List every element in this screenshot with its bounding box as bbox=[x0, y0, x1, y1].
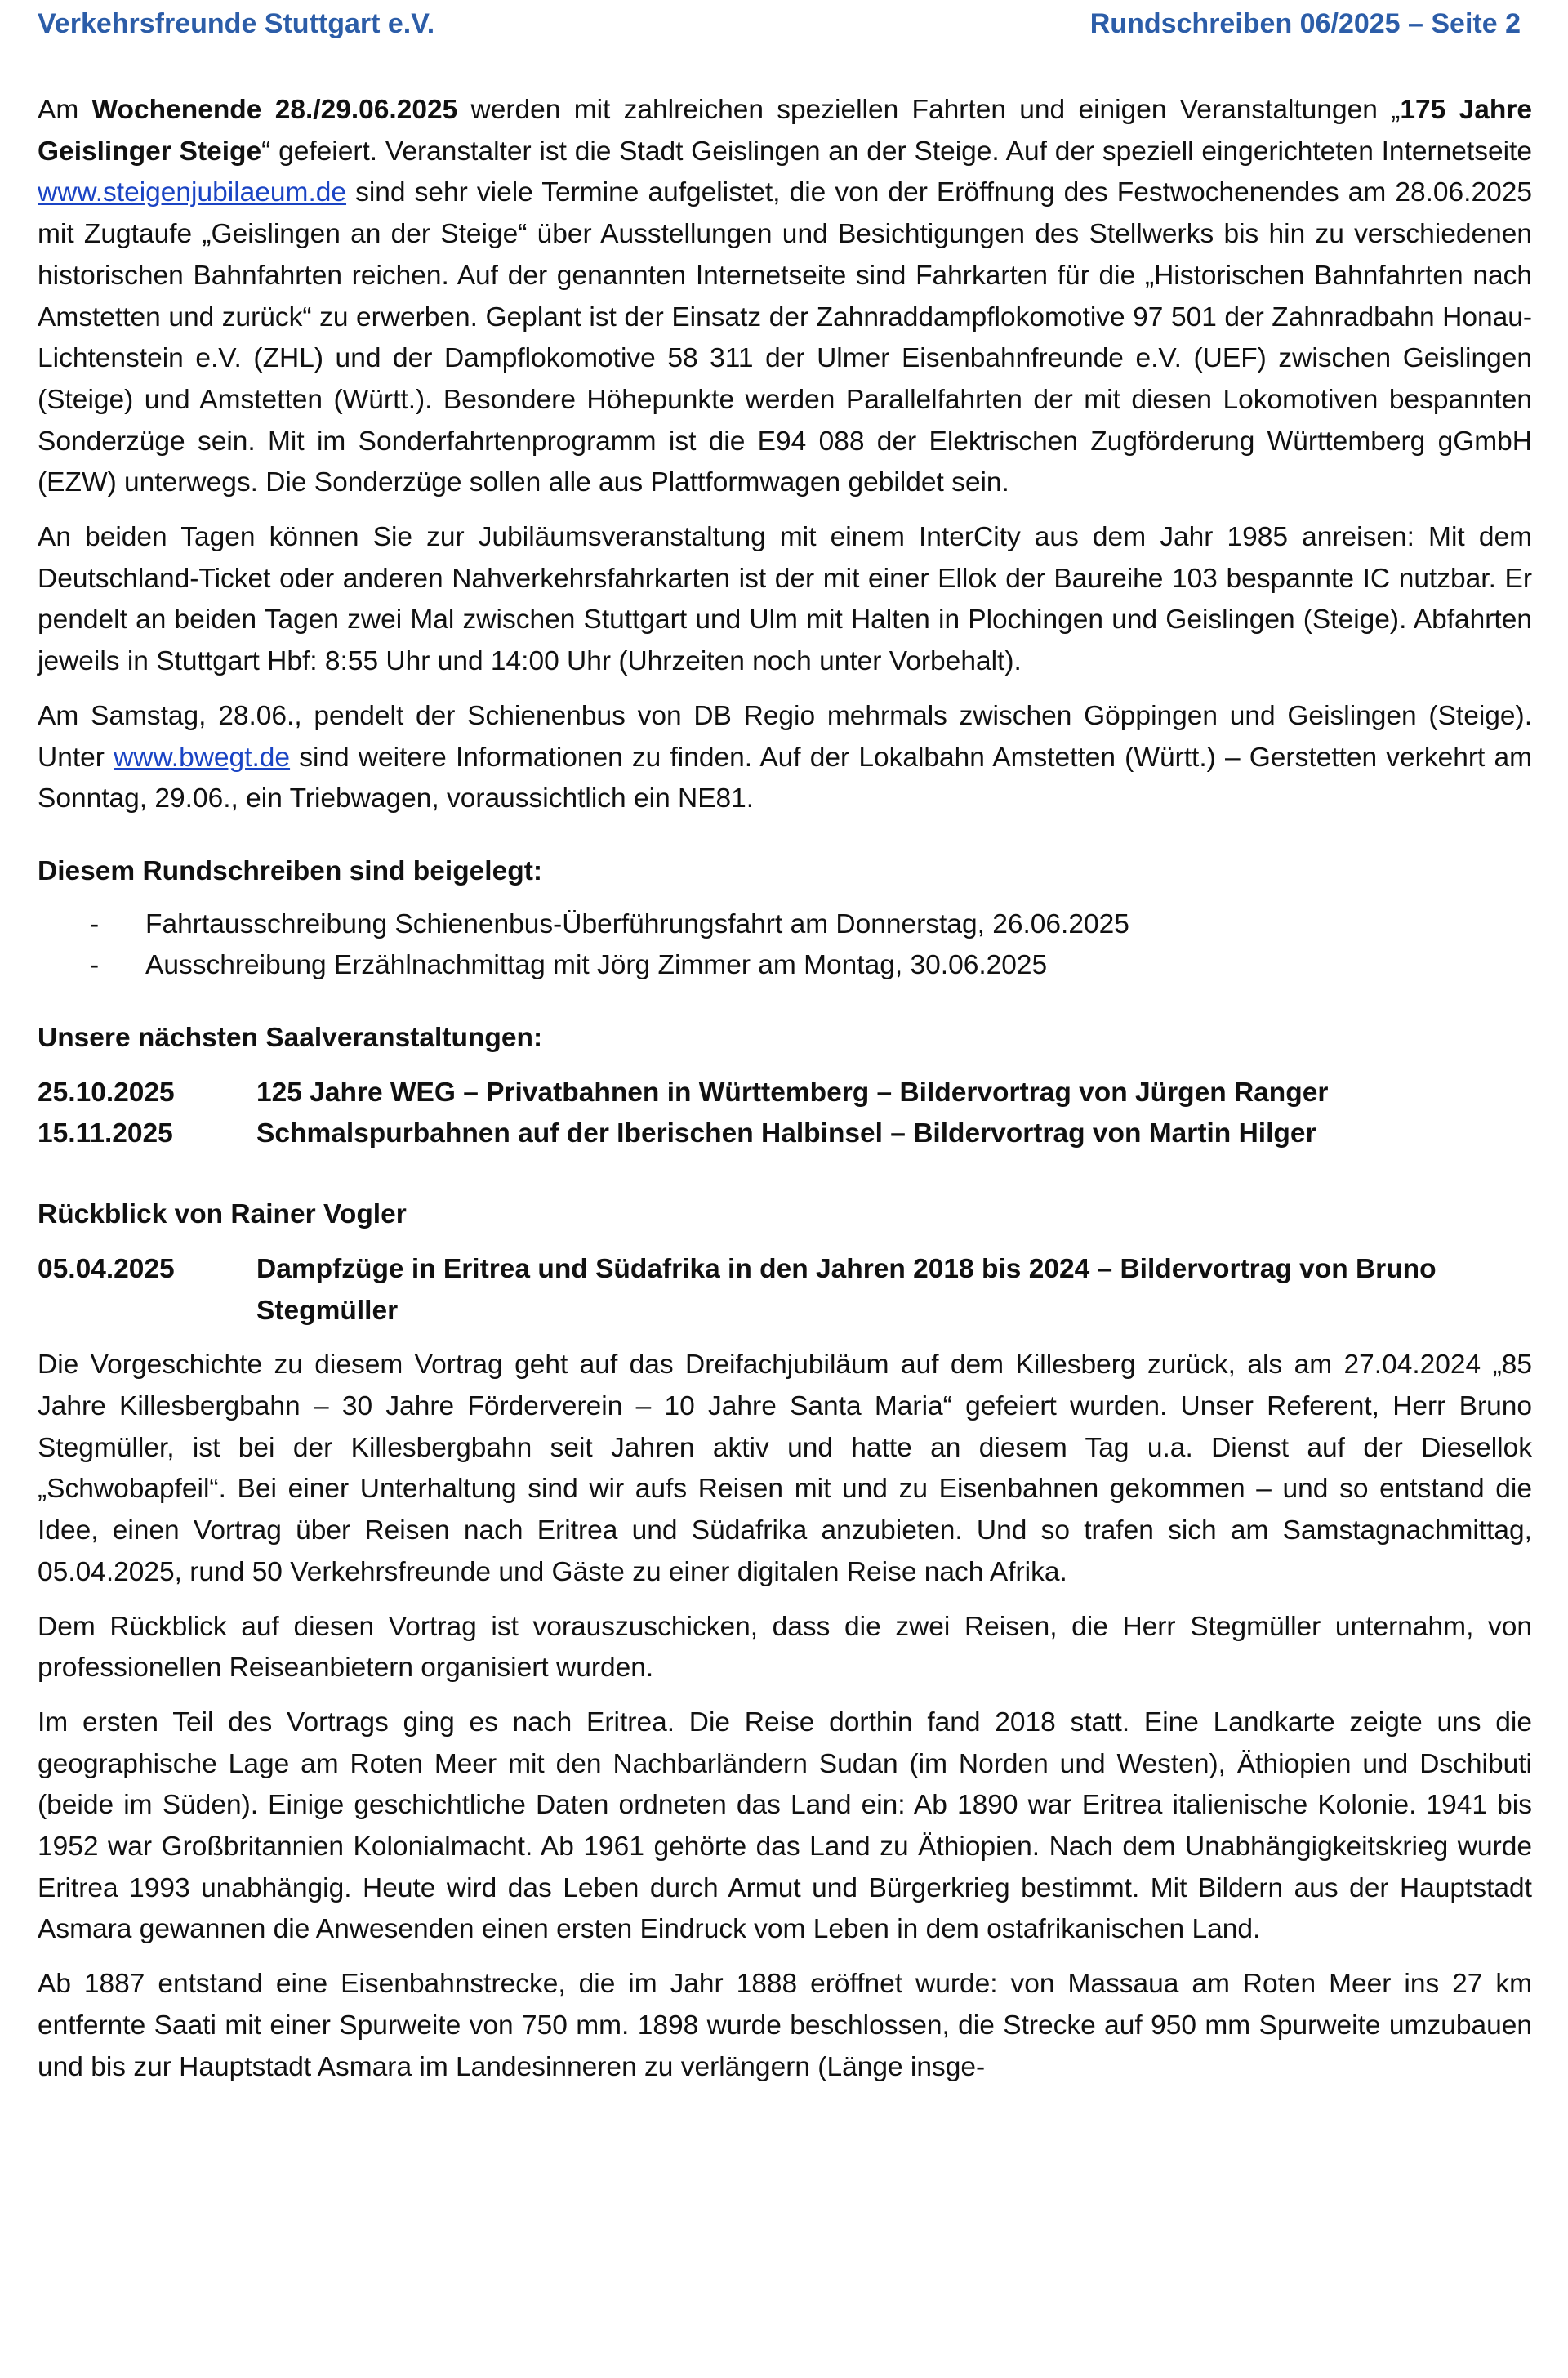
review-paragraph: Dem Rückblick auf diesen Vortrag ist vorauszuschicken, dass die zwei Reisen, die Herr Stegmüller unternahm, von professionellen Reiseanbietern organisiert wurden. bbox=[38, 1611, 1532, 1684]
bold-event-name: 175 Jahre Geislinger Steige bbox=[38, 95, 1532, 167]
paragraph-intercity: An beiden Tagen können Sie zur Jubiläumsveranstaltung mit einem InterCity aus dem Jahr 1985 anreisen: Mit dem Deutschland-Ticket oder anderen Nahverkehrsfahrkarten ist der mit einer Ellok der Baureihe 103 bespannte IC nutzbar. Er pendelt an beiden Tagen zwei Mal zwischen Stuttgart und Ulm mit Halten in Plochingen und Geislingen (Steige). Abfahrten jeweils in Stuttgart Hbf: 8:55 Uhr und 14:00 Uhr (Uhrzeiten noch unter Vorbehalt). bbox=[38, 522, 1532, 677]
review-paragraph: Die Vorgeschichte zu diesem Vortrag geht auf das Dreifachjubiläum auf dem Killesberg zurück, als am 27.04.2024 „85 Jahre Killesbergbahn – 30 Jahre Förderverein – 10 Jahre Santa Maria“ gefeiert wurden. Unser Referent, Herr Bruno Stegmüller, ist bei der Killesbergbahn seit Jahren aktiv und hatte an diesem Tag u.a. Dienst auf der Diesellok „Schwobapfeil“. Bei einer Unterhaltung sind wir aufs Reisen mit und zu Eisenbahnen gekommen – und so entstand die Idee, einen Vortrag über Reisen nach Eritrea und Südafrika anzubieten. Und so trafen sich am Samstagnachmittag, 05.04.2025, rund 50 Verkehrsfreunde und Gäste zu einer digitalen Reise nach Afrika. bbox=[38, 1350, 1532, 1587]
text-span: Am Samstag, 28.06., pendelt der Schienenbus von DB Regio mehrmals zwischen Göppingen und Geislingen (Steige). Unter bbox=[38, 700, 1532, 773]
event-row bbox=[38, 1073, 1532, 1114]
event-date: 25.10.2025 bbox=[38, 1077, 175, 1108]
list-dash: - bbox=[90, 908, 100, 939]
event-date: 15.11.2025 bbox=[38, 1118, 173, 1149]
event-title: Schmalspurbahnen auf der Iberischen Halbinsel – Bildervortrag von Martin Hilger bbox=[256, 1118, 1316, 1149]
list-item bbox=[38, 945, 1532, 987]
review-event-row bbox=[38, 1249, 1532, 1332]
document-body bbox=[38, 51, 1532, 2088]
event-row bbox=[38, 1113, 1532, 1155]
link-bwegt[interactable]: www.bwegt.de bbox=[114, 742, 291, 773]
review-heading: Rückblick von Rainer Vogler bbox=[38, 1199, 407, 1230]
enclosures-list bbox=[38, 904, 1532, 987]
events-list bbox=[38, 1073, 1532, 1155]
review-title: Dampfzüge in Eritrea und Südafrika in den Jahren 2018 bis 2024 – Bildervortrag von Bruno Stegmüller bbox=[256, 1253, 1437, 1326]
issue-page-label: Rundschreiben 06/2025 – Seite 2 bbox=[1089, 8, 1521, 39]
page-header bbox=[38, 0, 1532, 51]
review-paragraph: Im ersten Teil des Vortrags ging es nach Eritrea. Die Reise dorthin fand 2018 statt. Eine Landkarte zeigte uns die geographische Lage am Roten Meer mit den Nachbarländern Sudan (im Norden und Westen), Äthiopien und Dschibuti (beide im Süden). Einige geschichtliche Daten ordneten das Land ein: Ab 1890 war Eritrea italienische Kolonie. 1941 bis 1952 war Großbritannien Kolonialmacht. Ab 1961 gehörte das Land zu Äthiopien. Nach dem Unabhängigkeitskrieg wurde Eritrea 1993 unabhängig. Heute wird das Leben durch Armut und Bürgerkrieg bestimmt. Mit Bildern aus der Hauptstadt Asmara gewannen die Anwesenden einen ersten Eindruck vom Leben in dem ostafrikanischen Land. bbox=[38, 1707, 1532, 1945]
paragraph-anniversary bbox=[38, 90, 1532, 504]
event-title: 125 Jahre WEG – Privatbahnen in Württemberg – Bildervortrag von Jürgen Ranger bbox=[256, 1077, 1329, 1108]
review-date: 05.04.2025 bbox=[38, 1253, 175, 1284]
text-span: werden mit zahlreichen speziellen Fahrten und einigen Veranstaltungen „ bbox=[457, 95, 1401, 125]
list-item bbox=[38, 904, 1532, 946]
paragraph-railbus bbox=[38, 696, 1532, 820]
text-span: sind weitere Informationen zu finden. Auf der Lokalbahn Amstetten (Württ.) – Gerstetten verkehrt am Sonntag, 29.06., ein Triebwagen, voraussichtlich ein NE81. bbox=[38, 742, 1532, 814]
organization-name: Verkehrsfreunde Stuttgart e.V. bbox=[38, 8, 435, 39]
text-span: “ gefeiert. Veranstalter ist die Stadt Geislingen an der Steige. Auf der speziell eingerichteten Internetseite bbox=[261, 136, 1532, 167]
text-span: sind sehr viele Termine aufgelistet, die von der Eröffnung des Festwochenendes am 28.06.2025 mit Zugtaufe „Geislingen an der Steige“ über Ausstellungen und Besichtigungen des Stellwerks bis hin zu verschiedenen historischen Bahnfahrten reichen. Auf der genannten Internetseite sind Fahrkarten für die „Historischen Bahnfahrten nach Amstetten und zurück“ zu erwerben. Geplant ist der Einsatz der Zahnraddampflokomotive 97 501 der Zahnradbahn Honau-Lichtenstein e.V. (ZHL) und der Dampflokomotive 58 311 der Ulmer Eisenbahnfreunde e.V. (UEF) zwischen Geislingen (Steige) und Amstetten (Württ.). Besondere Höhepunkte werden Parallelfahrten der mit diesen Lokomotiven bespannten Sonderzüge sein. Mit im Sonderfahrtenprogramm ist die E94 088 der Elektrischen Zugförderung Württemberg gGmbH (EZW) unterwegs. Die Sonderzüge sollen alle aus Plattformwagen gebildet sein. bbox=[38, 177, 1532, 498]
enclosures-heading: Diesem Rundschreiben sind beigelegt: bbox=[38, 855, 543, 886]
list-dash: - bbox=[90, 950, 100, 981]
list-item-text: Fahrtausschreibung Schienenbus-Überführungsfahrt am Donnerstag, 26.06.2025 bbox=[145, 908, 1129, 939]
review-paragraph: Ab 1887 entstand eine Eisenbahnstrecke, die im Jahr 1888 eröffnet wurde: von Massaua am Roten Meer ins 27 km entfernte Saati mit einer Spurweite von 750 mm. 1898 wurde beschlossen, die Strecke auf 950 mm Spurweite umzubauen und bis zur Hauptstadt Asmara im Landesinneren zu verlängern (Länge insge- bbox=[38, 1969, 1532, 2082]
text-span: Am bbox=[38, 95, 92, 125]
bold-weekend-date: Wochenende 28./29.06.2025 bbox=[91, 95, 458, 125]
list-item-text: Ausschreibung Erzählnachmittag mit Jörg Zimmer am Montag, 30.06.2025 bbox=[145, 950, 1048, 981]
events-heading: Unsere nächsten Saalveranstaltungen: bbox=[38, 1023, 543, 1054]
link-steigenjubilaeum[interactable]: www.steigenjubilaeum.de bbox=[38, 177, 347, 208]
